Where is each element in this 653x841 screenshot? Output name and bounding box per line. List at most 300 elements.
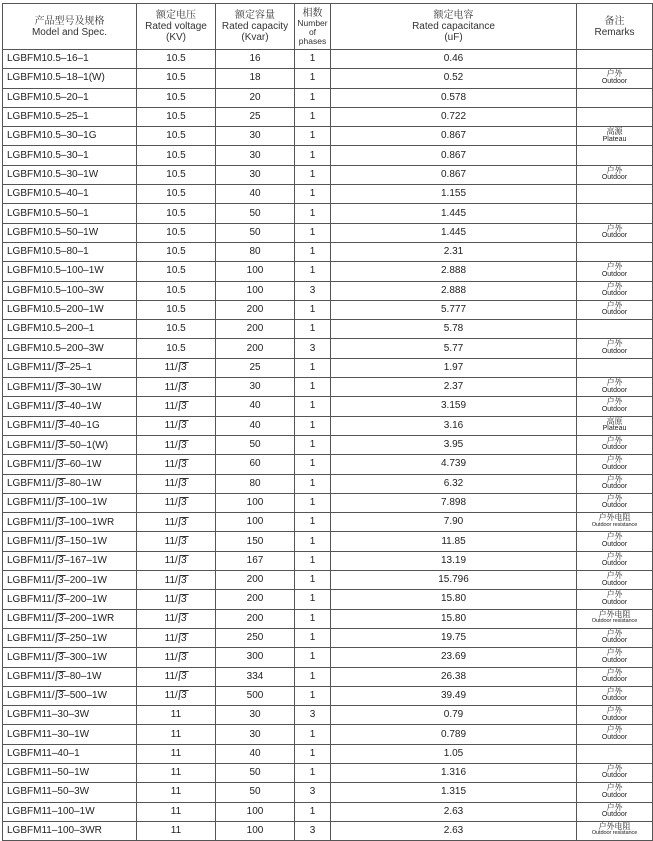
capacity-cell: 200: [216, 320, 295, 339]
table-body: [3, 50, 653, 841]
remarks-cell: [577, 165, 653, 184]
model-cell: LGBFM11/ 3–40–1W: [3, 397, 137, 416]
table-row: [3, 821, 653, 840]
remarks-cell: [577, 320, 653, 339]
remarks-cell: [577, 262, 653, 281]
remark-en: Outdoor resistance: [591, 830, 638, 837]
model-cell: LGBFM10.5–20–1: [3, 88, 137, 107]
capacitance-cell: 7.898: [331, 493, 577, 512]
phases-cell: 1: [295, 435, 331, 454]
remarks-cell: [577, 223, 653, 242]
table-row: [3, 571, 653, 590]
model-cell: LGBFM10.5–18–1(W): [3, 69, 137, 88]
table-row: [3, 455, 653, 474]
model-cell: LGBFM11/ 3–50–1(W): [3, 435, 137, 454]
phases-cell: 1: [295, 493, 331, 512]
phases-cell: 1: [295, 300, 331, 319]
capacitance-cell: 15.796: [331, 571, 577, 590]
table-row: [3, 127, 653, 146]
voltage-cell: 11: [137, 725, 216, 744]
sqrt-3-symbol: 3: [179, 593, 188, 605]
remark-cn: 户外: [606, 783, 623, 793]
remarks-cell: [577, 455, 653, 474]
remark-cn: 户外: [606, 69, 623, 79]
remark-en: Outdoor: [601, 405, 628, 413]
sqrt-3-symbol: 3: [56, 420, 64, 432]
remarks-cell: [577, 493, 653, 512]
voltage-cell: 11/ 3: [137, 493, 216, 512]
phases-cell: 1: [295, 242, 331, 261]
capacity-cell: 80: [216, 474, 295, 493]
sqrt-3-symbol: 3: [56, 555, 64, 567]
table-row: [3, 416, 653, 435]
sqrt-3-symbol: 3: [56, 613, 64, 625]
capacity-cell: 167: [216, 551, 295, 570]
model-cell: LGBFM10.5–50–1: [3, 204, 137, 223]
phases-cell: 1: [295, 744, 331, 763]
capacity-cell: 40: [216, 185, 295, 204]
table-row: [3, 320, 653, 339]
remark-en: Outdoor: [601, 714, 628, 722]
capacity-cell: 50: [216, 783, 295, 802]
model-cell: LGBFM10.5–50–1W: [3, 223, 137, 242]
sqrt-3-symbol: 3: [56, 458, 64, 470]
model-cell: LGBFM11/ 3–80–1W: [3, 474, 137, 493]
table-row: [3, 281, 653, 300]
phases-cell: 3: [295, 821, 331, 840]
voltage-cell: 10.5: [137, 88, 216, 107]
remarks-cell: [577, 532, 653, 551]
voltage-cell: 11/ 3: [137, 551, 216, 570]
voltage-cell: 11/ 3: [137, 378, 216, 397]
voltage-cell: 11/ 3: [137, 358, 216, 377]
phases-cell: 3: [295, 339, 331, 358]
sqrt-3-symbol: 3: [56, 497, 64, 509]
capacitance-cell: 23.69: [331, 648, 577, 667]
capacity-cell: 30: [216, 146, 295, 165]
model-cell: LGBFM11–50–1W: [3, 763, 137, 782]
table-row: [3, 744, 653, 763]
remark-en: Plateau: [602, 135, 627, 143]
phases-cell: 1: [295, 648, 331, 667]
model-cell: LGBFM11/ 3–100–1WR: [3, 513, 137, 532]
voltage-cell: 11: [137, 821, 216, 840]
model-cell: LGBFM11/ 3–250–1W: [3, 628, 137, 647]
capacitance-cell: 15.80: [331, 609, 577, 628]
capacitance-cell: 6.32: [331, 474, 577, 493]
header-model: 产品型号及规格 Model and Spec.: [3, 4, 137, 50]
capacitance-cell: 2.888: [331, 262, 577, 281]
model-cell: LGBFM11–100–3WR: [3, 821, 137, 840]
table-row: [3, 146, 653, 165]
capacity-cell: 100: [216, 802, 295, 821]
model-cell: LGBFM10.5–30–1: [3, 146, 137, 165]
remark-cn: 户外: [606, 493, 623, 503]
capacity-cell: 200: [216, 300, 295, 319]
model-cell: LGBFM11–40–1: [3, 744, 137, 763]
remark-en: Outdoor resistance: [591, 521, 638, 528]
remark-cn: 户外: [606, 435, 623, 445]
capacity-cell: 30: [216, 706, 295, 725]
voltage-cell: 10.5: [137, 127, 216, 146]
voltage-cell: 11/ 3: [137, 628, 216, 647]
capacity-cell: 150: [216, 532, 295, 551]
sqrt-3-symbol: 3: [179, 458, 188, 470]
phases-cell: 1: [295, 551, 331, 570]
phases-cell: 3: [295, 706, 331, 725]
capacity-cell: 200: [216, 590, 295, 609]
capacitance-cell: 1.445: [331, 223, 577, 242]
phases-cell: 1: [295, 50, 331, 69]
table-row: [3, 69, 653, 88]
remark-cn: 户外: [606, 339, 623, 349]
phases-cell: 1: [295, 667, 331, 686]
model-cell: LGBFM11/ 3–300–1W: [3, 648, 137, 667]
capacitance-cell: 3.95: [331, 435, 577, 454]
phases-cell: 1: [295, 513, 331, 532]
table-row: [3, 802, 653, 821]
table-row: [3, 262, 653, 281]
remark-en: Outdoor: [601, 579, 628, 587]
capacitance-cell: 5.78: [331, 320, 577, 339]
remark-cn: 户外: [606, 165, 623, 175]
capacitance-cell: 0.578: [331, 88, 577, 107]
voltage-cell: 10.5: [137, 185, 216, 204]
model-cell: LGBFM11–30–1W: [3, 725, 137, 744]
capacity-cell: 100: [216, 821, 295, 840]
remark-cn: 户外: [606, 223, 623, 233]
voltage-cell: 10.5: [137, 320, 216, 339]
remark-cn: 户外: [606, 802, 623, 812]
capacity-cell: 100: [216, 262, 295, 281]
voltage-cell: 10.5: [137, 50, 216, 69]
table-row: [3, 551, 653, 570]
phases-cell: 1: [295, 725, 331, 744]
phases-cell: 1: [295, 107, 331, 126]
model-cell: LGBFM10.5–200–1: [3, 320, 137, 339]
capacity-cell: 100: [216, 493, 295, 512]
sqrt-3-symbol: 3: [56, 690, 64, 702]
remark-en: Outdoor: [601, 695, 628, 703]
remark-cn: 户外: [606, 590, 623, 600]
remark-en: Outdoor: [601, 791, 628, 799]
remarks-cell: [577, 648, 653, 667]
model-cell: LGBFM11/ 3–100–1W: [3, 493, 137, 512]
phases-cell: 1: [295, 628, 331, 647]
table-row: [3, 300, 653, 319]
phases-cell: 1: [295, 204, 331, 223]
remarks-cell: [577, 146, 653, 165]
capacity-cell: 50: [216, 763, 295, 782]
remark-en: Plateau: [602, 425, 627, 433]
remark-cn: 户外电阻: [598, 821, 631, 831]
model-cell: LGBFM10.5–200–1W: [3, 300, 137, 319]
capacitance-cell: 0.867: [331, 127, 577, 146]
remark-en: Outdoor: [601, 483, 628, 491]
phases-cell: 1: [295, 802, 331, 821]
phases-cell: 1: [295, 320, 331, 339]
remarks-cell: [577, 88, 653, 107]
sqrt-3-symbol: 3: [56, 536, 64, 548]
sqrt-3-symbol: 3: [56, 400, 64, 412]
sqrt-3-symbol: 3: [179, 574, 188, 586]
phases-cell: 1: [295, 455, 331, 474]
model-cell: LGBFM11/ 3–150–1W: [3, 532, 137, 551]
header-voltage: 额定电压 Rated voltage (KV): [137, 4, 216, 50]
voltage-cell: 10.5: [137, 204, 216, 223]
table-row: [3, 590, 653, 609]
capacitance-cell: 0.867: [331, 146, 577, 165]
model-cell: LGBFM10.5–30–1W: [3, 165, 137, 184]
sqrt-3-symbol: 3: [56, 651, 64, 663]
voltage-cell: 11/ 3: [137, 397, 216, 416]
remarks-cell: [577, 69, 653, 88]
table-row: [3, 185, 653, 204]
phases-cell: 3: [295, 783, 331, 802]
voltage-cell: 11/ 3: [137, 667, 216, 686]
remark-en: Outdoor: [601, 77, 628, 85]
capacitance-cell: 1.315: [331, 783, 577, 802]
spec-table-container: [2, 3, 653, 841]
voltage-cell: 10.5: [137, 242, 216, 261]
model-cell: LGBFM10.5–16–1: [3, 50, 137, 69]
phases-cell: 1: [295, 88, 331, 107]
remarks-cell: [577, 590, 653, 609]
model-cell: LGBFM11–30–3W: [3, 706, 137, 725]
table-row: [3, 725, 653, 744]
header-remarks: 备注 Remarks: [577, 4, 653, 50]
voltage-cell: 11: [137, 783, 216, 802]
table-row: [3, 242, 653, 261]
table-row: [3, 474, 653, 493]
model-cell: LGBFM10.5–25–1: [3, 107, 137, 126]
remark-en: Outdoor resistance: [591, 618, 638, 625]
capacitance-cell: 0.52: [331, 69, 577, 88]
remark-cn: 户外: [606, 455, 623, 465]
capacity-cell: 30: [216, 165, 295, 184]
sqrt-3-symbol: 3: [56, 362, 64, 374]
capacitance-cell: 2.888: [331, 281, 577, 300]
model-cell: LGBFM11/ 3–200–1W: [3, 590, 137, 609]
phases-cell: 1: [295, 590, 331, 609]
sqrt-3-symbol: 3: [56, 671, 64, 683]
remarks-cell: [577, 551, 653, 570]
remark-en: Outdoor: [601, 463, 628, 471]
remark-cn: 户外: [606, 686, 623, 696]
sqrt-3-symbol: 3: [56, 478, 64, 490]
phases-cell: 1: [295, 262, 331, 281]
capacitance-cell: 0.789: [331, 725, 577, 744]
table-row: [3, 667, 653, 686]
table-row: [3, 763, 653, 782]
remark-cn: 户外: [606, 648, 623, 658]
capacitance-cell: 19.75: [331, 628, 577, 647]
capacitance-cell: 1.445: [331, 204, 577, 223]
capacitance-cell: 0.46: [331, 50, 577, 69]
table-row: [3, 706, 653, 725]
model-cell: LGBFM11–50–3W: [3, 783, 137, 802]
model-cell: LGBFM10.5–40–1: [3, 185, 137, 204]
remark-en: Outdoor: [601, 676, 628, 683]
remarks-cell: [577, 185, 653, 204]
voltage-cell: 10.5: [137, 262, 216, 281]
remark-en: Outdoor: [601, 347, 628, 355]
capacitance-cell: 26.38: [331, 667, 577, 686]
capacitance-cell: 0.867: [331, 165, 577, 184]
capacitance-cell: 3.159: [331, 397, 577, 416]
capacitance-cell: 39.49: [331, 686, 577, 705]
voltage-cell: 11/ 3: [137, 532, 216, 551]
capacity-cell: 100: [216, 281, 295, 300]
remarks-cell: [577, 127, 653, 146]
remarks-cell: [577, 339, 653, 358]
remarks-cell: [577, 474, 653, 493]
remark-cn: 户外电阻: [598, 609, 631, 619]
remarks-cell: [577, 628, 653, 647]
voltage-cell: 11: [137, 706, 216, 725]
remarks-cell: [577, 609, 653, 628]
model-cell: LGBFM11–100–1W: [3, 802, 137, 821]
capacity-cell: 200: [216, 609, 295, 628]
remark-cn: 户外: [606, 532, 623, 542]
remarks-cell: [577, 435, 653, 454]
remark-cn: 户外: [606, 628, 623, 638]
voltage-cell: 10.5: [137, 300, 216, 319]
capacity-cell: 50: [216, 435, 295, 454]
remark-en: Outdoor: [601, 733, 628, 741]
sqrt-3-symbol: 3: [179, 651, 188, 663]
model-cell: LGBFM10.5–30–1G: [3, 127, 137, 146]
voltage-cell: 11/ 3: [137, 455, 216, 474]
table-row: [3, 223, 653, 242]
remark-cn: 户外: [606, 706, 623, 716]
remark-cn: 户外电阻: [598, 513, 631, 523]
voltage-cell: 11/ 3: [137, 513, 216, 532]
capacity-cell: 25: [216, 107, 295, 126]
capacity-cell: 30: [216, 127, 295, 146]
table-row: [3, 783, 653, 802]
remarks-cell: [577, 744, 653, 763]
sqrt-3-symbol: 3: [56, 593, 64, 605]
header-capacitance: 额定电容 Rated capacitance (uF): [331, 4, 577, 50]
sqrt-3-symbol: 3: [179, 536, 188, 548]
sqrt-3-symbol: 3: [179, 420, 188, 432]
header-row: [3, 4, 653, 50]
capacitance-cell: 5.77: [331, 339, 577, 358]
capacity-cell: 334: [216, 667, 295, 686]
table-row: [3, 358, 653, 377]
sqrt-3-symbol: 3: [56, 516, 64, 528]
remark-cn: 户外: [606, 378, 623, 388]
sqrt-3-symbol: 3: [56, 632, 64, 644]
capacity-cell: 60: [216, 455, 295, 474]
remarks-cell: [577, 107, 653, 126]
sqrt-3-symbol: 3: [179, 555, 188, 567]
capacitance-cell: 7.90: [331, 513, 577, 532]
capacity-cell: 200: [216, 339, 295, 358]
table-row: [3, 107, 653, 126]
table-row: [3, 532, 653, 551]
remarks-cell: [577, 204, 653, 223]
capacity-cell: 40: [216, 744, 295, 763]
table-row: [3, 435, 653, 454]
phases-cell: 1: [295, 416, 331, 435]
remark-en: Outdoor: [601, 386, 628, 394]
sqrt-3-symbol: 3: [179, 400, 188, 412]
capacity-cell: 50: [216, 223, 295, 242]
table-row: [3, 513, 653, 532]
phases-cell: 1: [295, 397, 331, 416]
model-cell: LGBFM11/ 3–80–1W: [3, 667, 137, 686]
voltage-cell: 11/ 3: [137, 686, 216, 705]
capacitance-cell: 1.316: [331, 763, 577, 782]
remark-cn: 户外: [606, 300, 623, 310]
capacity-cell: 200: [216, 571, 295, 590]
capacitor-spec-table: [2, 3, 653, 841]
table-row: [3, 165, 653, 184]
capacitance-cell: 0.79: [331, 706, 577, 725]
voltage-cell: 11/ 3: [137, 648, 216, 667]
remark-cn: 高原: [606, 416, 623, 426]
capacitance-cell: 5.777: [331, 300, 577, 319]
remarks-cell: [577, 397, 653, 416]
remark-en: Outdoor: [601, 560, 628, 568]
phases-cell: 1: [295, 127, 331, 146]
capacity-cell: 50: [216, 204, 295, 223]
capacitance-cell: 2.63: [331, 802, 577, 821]
sqrt-3-symbol: 3: [179, 690, 188, 702]
remark-en: Outdoor: [601, 502, 628, 510]
remark-en: Outdoor: [601, 811, 628, 819]
table-row: [3, 648, 653, 667]
capacity-cell: 40: [216, 416, 295, 435]
remark-cn: 户外: [606, 551, 623, 561]
phases-cell: 1: [295, 474, 331, 493]
remarks-cell: [577, 571, 653, 590]
remarks-cell: [577, 50, 653, 69]
table-row: [3, 339, 653, 358]
table-row: [3, 609, 653, 628]
remark-cn: 户外: [606, 667, 623, 677]
table-row: [3, 378, 653, 397]
model-cell: LGBFM11/ 3–167–1W: [3, 551, 137, 570]
voltage-cell: 11/ 3: [137, 474, 216, 493]
remark-cn: 户外: [606, 763, 623, 773]
model-cell: LGBFM10.5–100–3W: [3, 281, 137, 300]
remark-en: Outdoor: [601, 444, 628, 452]
sqrt-3-symbol: 3: [179, 381, 188, 393]
voltage-cell: 10.5: [137, 281, 216, 300]
sqrt-3-symbol: 3: [56, 574, 64, 586]
phases-cell: 1: [295, 146, 331, 165]
phases-cell: 1: [295, 609, 331, 628]
table-row: [3, 397, 653, 416]
remark-en: Outdoor: [601, 174, 628, 182]
voltage-cell: 10.5: [137, 339, 216, 358]
model-cell: LGBFM11/ 3–200–1WR: [3, 609, 137, 628]
header-capacity: 额定容量 Rated capacity (Kvar): [216, 4, 295, 50]
remarks-cell: [577, 378, 653, 397]
phases-cell: 1: [295, 185, 331, 204]
remark-cn: 户外: [606, 281, 623, 291]
sqrt-3-symbol: 3: [179, 516, 188, 528]
sqrt-3-symbol: 3: [179, 497, 188, 509]
capacity-cell: 300: [216, 648, 295, 667]
capacity-cell: 250: [216, 628, 295, 647]
model-cell: LGBFM11/ 3–25–1: [3, 358, 137, 377]
phases-cell: 1: [295, 378, 331, 397]
phases-cell: 1: [295, 69, 331, 88]
